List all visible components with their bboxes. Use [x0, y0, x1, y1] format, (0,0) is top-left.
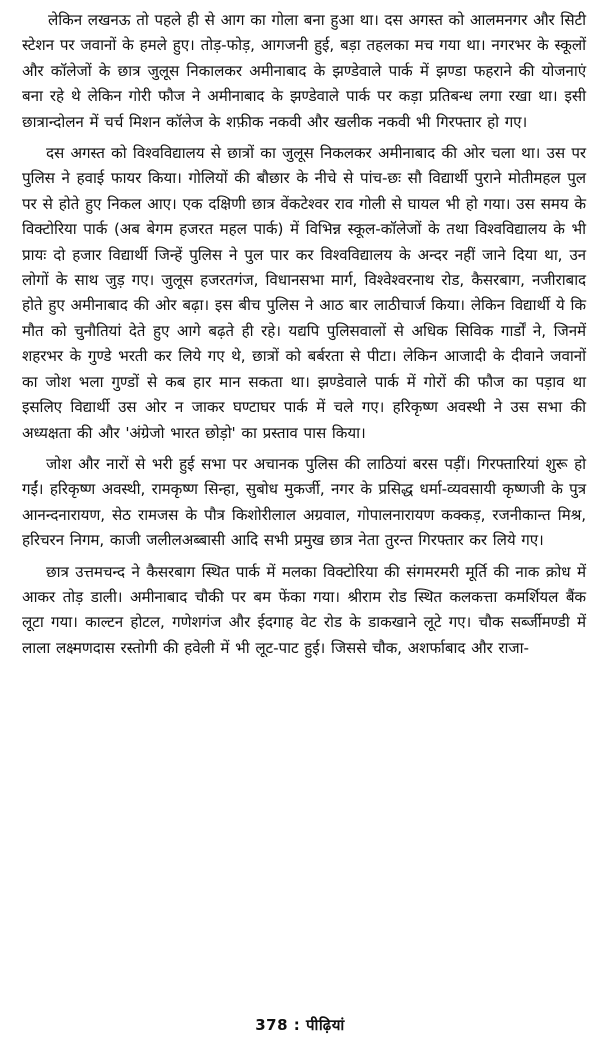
paragraph-4: छात्र उत्तमचन्द ने कैसरबाग स्थित पार्क में मलका विक्टोरिया की संगमरमरी मूर्ति की नाक क्रोध में आकर तोड़ डाली। अमीनाबाद चौकी पर बम फेंका गया। श्रीराम रोड स्थित कलकत्ता कमर्शियल बैंक लूटा गया। काल्टन होटल, गणेशगंज और ईदगाह वेट रोड के डाकखाने लूटे गए। चौक सर्ब्जीमण्डी में लाला लक्ष्मणदास रस्तोगी की हवेली में भी लूट-पाट हुई। जिससे चौक, अशर्फाबाद और राजा-: [22, 562, 586, 657]
paragraph-1: लेकिन लखनऊ तो पहले ही से आग का गोला बना हुआ था। दस अगस्त को आलमनगर और सिटी स्टेशन पर जवानों के हमले हुए। तोड़-फोड़, आगजनी हुई, बड़ा तहलका मच गया था। नगरभर के स्कूलों और कॉलेजों के छात्र जुलूस निकालकर अमीनाबाद के झण्डेवाले पार्क में झण्डा फहराने की योजनाएं बना रहे थे लेकिन गोरी फौज ने अमीनाबाद के झण्डेवाले पार्क पर कड़ा प्रतिबन्ध लगा रखा था। इसी छात्रान्दोलन में चर्च मिशन कॉलेज के शफ़ीक नकवी और खलीक नकवी भी गिरफ्तार हो गए।: [22, 11, 586, 131]
page-footer: 378 : पीढ़ियां: [255, 1016, 345, 1034]
paragraph-2: दस अगस्त को विश्वविद्यालय से छात्रों का जुलूस निकलकर अमीनाबाद की ओर चला था। उस पर पुलिस ने हवाई फायर किया। गोलियों की बौछार के नीचे से पांच-छः सौ विद्यार्थी पुराने मोतीमहल पुल पर से होते हुए निकल आए। एक दक्षिणी छात्र वेंकटेश्वर राव गोली से घायल भी हो गया। उस समय के विक्टोरिया पार्क (अब बेगम हजरत महल पार्क) में विभिन्न स्कूल-कॉलेजों के तथा विश्वविद्यालय के भी प्रायः दो हजार विद्यार्थी जिन्हें पुलिस ने पुल पार कर विश्वविद्यालय के अन्दर नहीं जाने दिया था, उन लोगों के साथ जुड़ गए। जुलूस हजरतगंज, विधानसभा मार्ग, विश्वेश्वरनाथ रोड, कैसरबाग, नजीराबाद होते हुए अमीनाबाद की ओर बढ़ा। इस बीच पुलिस ने आठ बार लाठीचार्ज किया। लेकिन विद्यार्थी ये कि मौत को चुनौतियां देते हुए आगे बढ़ते ही रहे। यद्यपि पुलिसवालों से अधिक सिविक गार्डों ने, जिनमें शहरभर के गुण्डे भरती कर लिये गए थे, छात्रों को बर्बरता से पीटा। लेकिन आजादी के दीवाने जवानों का जोश भला गुण्डों से कब हार मान सकता था। झण्डेवाले पार्क में गोरों की फौज का पड़ाव था इसलिए विद्यार्थी उस ओर न जाकर घण्टाघर पार्क में चले गए। हरिकृष्ण अवस्थी ने उस सभा की अध्यक्षता की और 'अंग्रेजो भारत छोड़ो' का प्रस्ताव पास किया।: [22, 144, 586, 442]
paragraph-3: जोश और नारों से भरी हुई सभा पर अचानक पुलिस की लाठियां बरस पड़ीं। गिरफ्तारियां शुरू हो गईं। हरिकृष्ण अवस्थी, रामकृष्ण सिन्हा, सुबोध मुकर्जी, नगर के प्रसिद्ध धर्मा-व्यवसायी कृष्णजी के पुत्र आनन्दनारायण, सेठ रामजस के पौत्र किशोरीलाल अग्रवाल, गोपालनारायण कक्कड़, रजनीकान्त मिश्र, हरिचरन निगम, काजी जलीलअब्बासी आदि सभी प्रमुख छात्र नेता तुरन्त गिरफ्तार कर लिये गए।: [22, 454, 586, 550]
